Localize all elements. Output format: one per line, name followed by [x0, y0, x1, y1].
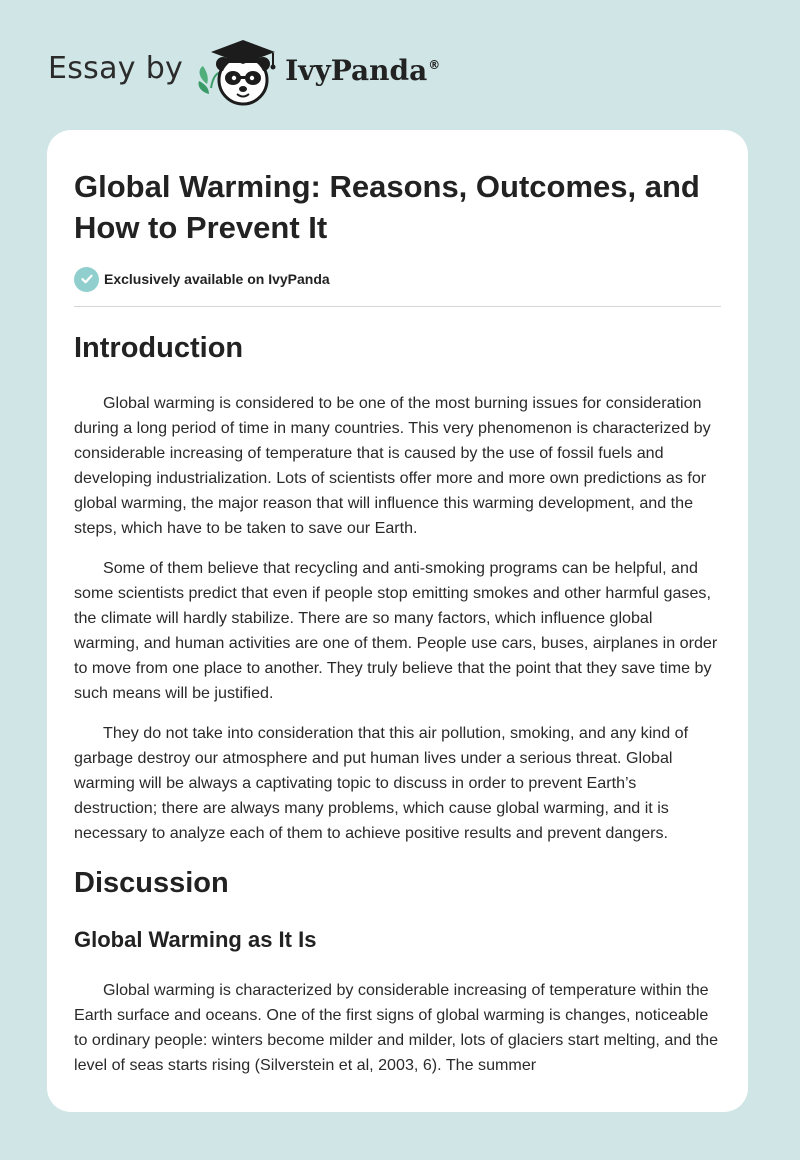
essay-card	[47, 130, 748, 1112]
divider	[74, 306, 721, 307]
brand-name[interactable]: IvyPanda®	[285, 53, 441, 87]
heading-discussion: Discussion	[74, 867, 229, 899]
subheading-global-warming-as-it-is: Global Warming as It Is	[74, 927, 317, 952]
registered-mark: ®	[428, 58, 441, 73]
page-title: Global Warming: Reasons, Outcomes, and How to Prevent It	[74, 169, 700, 245]
panda-logo-icon[interactable]	[191, 36, 283, 108]
exclusive-badge	[74, 266, 721, 292]
intro-paragraph-2: Some of them believe that recycling and anti-smoking programs can be helpful, and some scientists predict that even if people stop emitting smokes and other harmful gases, the climate will hardly stabilize. There are so many factors, which influence global warming, and human activities are one of them. People use cars, buses, airplanes in order to move from one place to another. They truly believe that the point that they save time by such means will be justified.	[74, 559, 718, 702]
check-icon	[74, 267, 99, 292]
brand-prefix: Essay by	[48, 50, 184, 86]
site-header	[48, 36, 440, 108]
essay-content	[47, 130, 748, 1078]
discussion-paragraph-1: Global warming is characterized by considerable increasing of temperature within the Earth surface and oceans. One of the first signs of global warming is changes, noticeable to ordinary people: winters become milder and milder, lots of glaciers start melting, and the level of seas starts rising (Silverstein et al, 2003, 6). The summer	[74, 981, 719, 1074]
heading-introduction: Introduction	[74, 332, 244, 364]
intro-paragraph-3: They do not take into consideration that this air pollution, smoking, and any kind of garbage destroy our atmosphere and put human lives under a serious threat. Global warming will be always a captivating topic to discuss in order to prevent Earth’s destruction; there are always many problems, which cause global warming, and it is necessary to analyze each of them to achieve positive results and prevent dangers.	[74, 724, 689, 842]
exclusive-label: Exclusively available on IvyPanda	[104, 271, 330, 287]
intro-paragraph-1: Global warming is considered to be one of the most burning issues for consideration during a long period of time in many countries. This very phenomenon is characterized by considerable increasing of temperature that is caused by the use of fossil fuels and developing industrialization. Lots of scientists offer more and more own predictions as for global warming, the major reason that will influence this warming development, and the steps, which have to be taken to save our Earth.	[74, 394, 711, 537]
